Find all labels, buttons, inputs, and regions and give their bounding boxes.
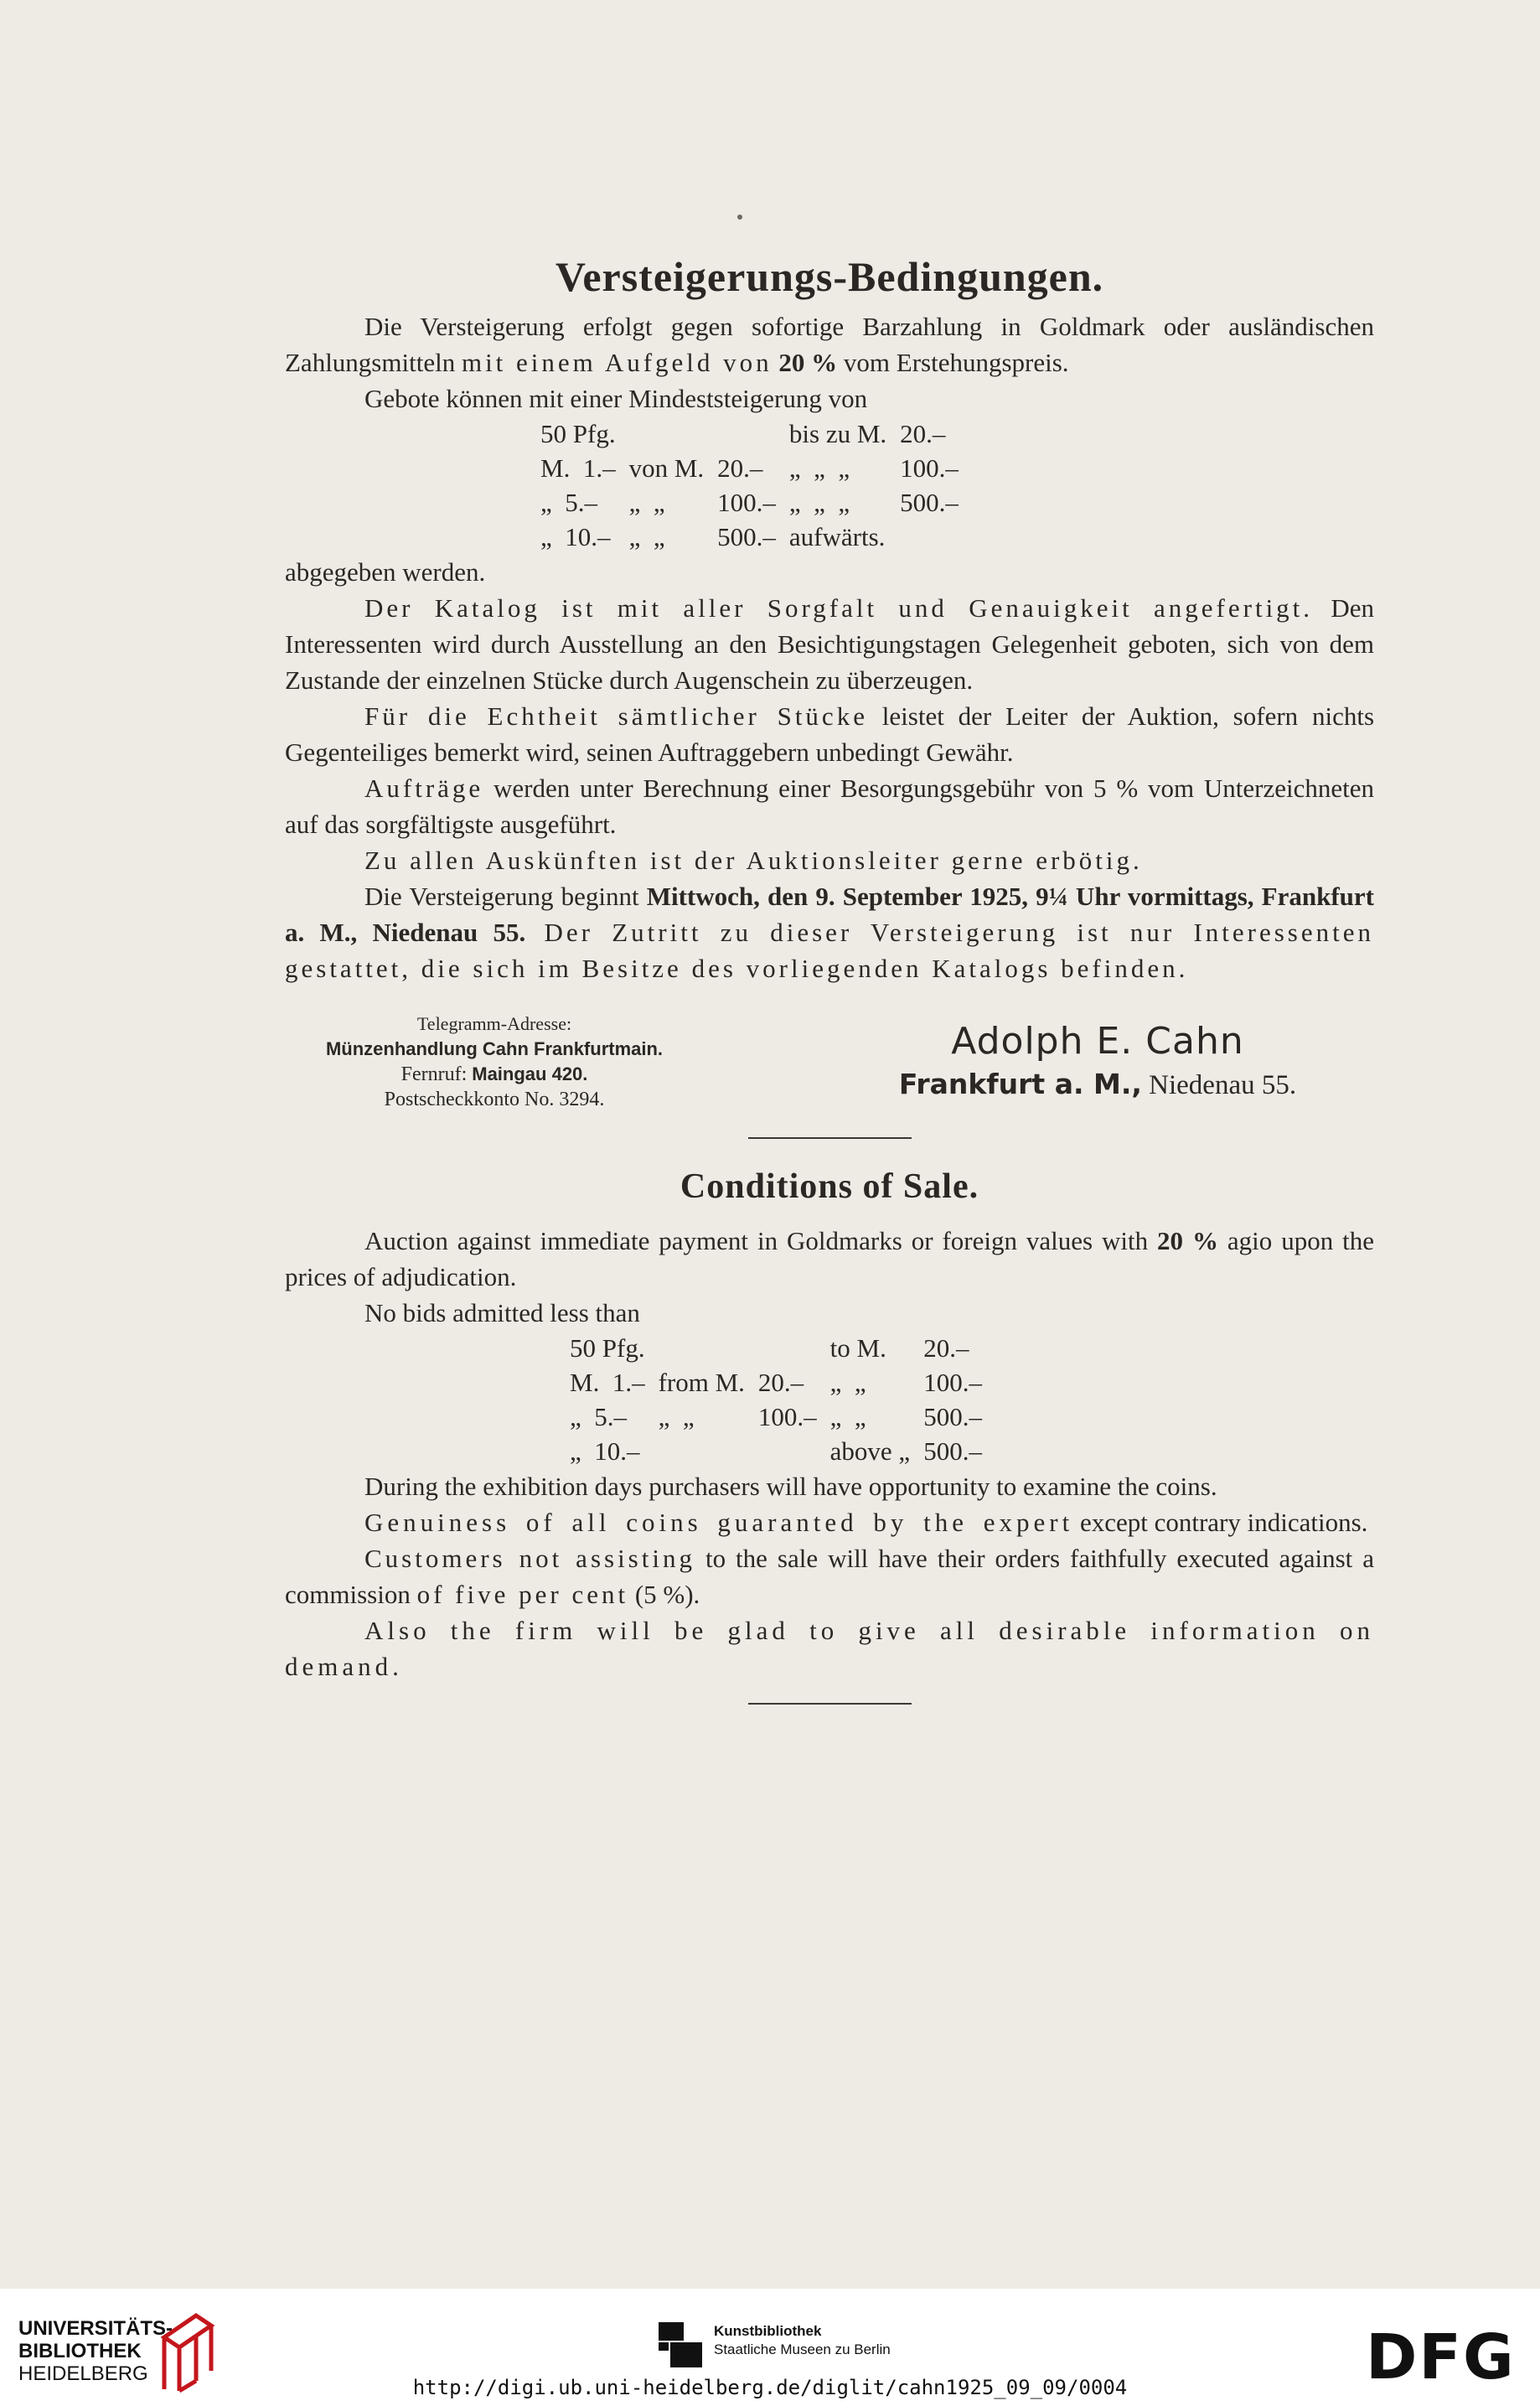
de-bids-end: abgegeben werden. [285, 557, 486, 587]
signature-block [285, 1012, 1374, 1120]
phone-number: Fernruf: Maingau 420. [401, 1063, 588, 1085]
de-bids-intro: Gebote können mit einer Mindeststeigerung von [364, 384, 868, 413]
de-bid-increments-table [540, 417, 972, 554]
kunstbibliothek-logo-icon [655, 2321, 705, 2371]
section-divider [748, 1703, 912, 1705]
telegram-label: Telegramm-Adresse: [416, 1013, 572, 1034]
table-row: M. 1.– von M. 20.– „ „ „ 100.– [540, 453, 959, 483]
table-row: 50 Pfg. to M. 20.– [570, 1333, 969, 1363]
de-paragraph-information: Zu allen Auskünften ist der Auktionsleiter gerne erbötig. [364, 846, 1143, 875]
en-bids-intro: No bids admitted less than [364, 1298, 640, 1327]
page-content [285, 251, 1374, 1705]
postcheck-account: Postscheckkonto No. 3294. [384, 1089, 605, 1110]
dfg-logo: DFG [1366, 2321, 1516, 2393]
auctioneer [821, 1018, 1374, 1105]
en-paragraph-payment: Auction against immediate payment in Goldmarks or foreign values with 20 % agio upon the prices of adjudication. [285, 1226, 1375, 1291]
ink-speck [737, 215, 742, 220]
telegram-address: Münzenhandlung Cahn Frankfurtmain. [325, 1038, 664, 1059]
en-paragraph-genuineness: Genuiness of all coins guaranted by the expert except contrary indications. [364, 1508, 1368, 1537]
permalink-url[interactable]: http://digi.ub.uni-heidelberg.de/diglit/cahn1925_09_09/0004 [412, 2376, 1128, 2399]
de-paragraph-sale-date: Die Versteigerung beginnt Mittwoch, den 9. September 1925, 9¼ Uhr vormittags, Frankfurt a. M., Niedenau 55. Der Zutritt zu dieser Versteigerung ist nur Interessenten gestattet, die sich im Besitze des vorliegenden Katalogs befinden. [285, 882, 1375, 983]
digitization-footer [0, 2289, 1540, 2406]
table-row: M. 1.– from M. 20.– „ „ 100.– [570, 1368, 982, 1397]
de-paragraph-payment: Die Versteigerung erfolgt gegen sofortige Barzahlung in Goldmark oder ausländischen Zahlungsmitteln mit einem Aufgeld von 20 % vom Erstehungspreis. [285, 312, 1374, 377]
en-paragraph-exhibition: During the exhibition days purchasers will have opportunity to examine the coins. [364, 1472, 1217, 1501]
en-bid-increments-table [570, 1331, 995, 1468]
en-paragraph-commission: Customers not assisting to the sale will have their orders faithfully executed against a commission of five per cent (5 %). [285, 1544, 1375, 1609]
contact-details [285, 1012, 704, 1112]
kunstbibliothek-wordmark: Kunstbibliothek Staatliche Museen zu Berlin [714, 2323, 891, 2357]
section-divider [748, 1137, 912, 1139]
ub-heidelberg-wordmark: UNIVERSITÄTS- BIBLIOTHEK HEIDELBERG [18, 2317, 173, 2385]
de-paragraph-orders: Aufträge werden unter Berechnung einer Besorgungsgebühr von 5 % vom Unterzeichneten auf das sorgfältigste ausgeführt. [285, 774, 1374, 839]
german-conditions-title: Versteigerungs-Bedingungen. [555, 253, 1104, 300]
auctioneer-name: Adolph E. Cahn [951, 1020, 1244, 1063]
auctioneer-address: Frankfurt a. M., Niedenau 55. [898, 1068, 1297, 1100]
de-paragraph-catalog: Der Katalog ist mit aller Sorgfalt und Genauigkeit angefertigt. Den Interessenten wird durch Ausstellung an den Besichtigungstagen Gelegenheit geboten, sich von dem Zustande der einzelnen Stücke durch Augenschein zu überzeugen. [285, 593, 1374, 695]
table-row: 50 Pfg. bis zu M. 20.– [540, 419, 946, 448]
en-paragraph-information: Also the firm will be glad to give all desirable information on demand. [285, 1616, 1374, 1681]
table-row: „ 5.– „ „ 100.– „ „ „ 500.– [540, 488, 959, 517]
table-row: „ 5.– „ „ 100.– „ „ 500.– [570, 1402, 982, 1431]
table-row: „ 10.– above „ 500.– [570, 1436, 982, 1466]
table-row: „ 10.– „ „ 500.– aufwärts. [540, 522, 886, 551]
english-conditions-title: Conditions of Sale. [680, 1167, 979, 1206]
de-paragraph-authenticity: Für die Echtheit sämtlicher Stücke leistet der Leiter der Auktion, sofern nichts Gegenteiliges bemerkt wird, seinen Auftraggebern unbedingt Gewähr. [285, 701, 1375, 767]
